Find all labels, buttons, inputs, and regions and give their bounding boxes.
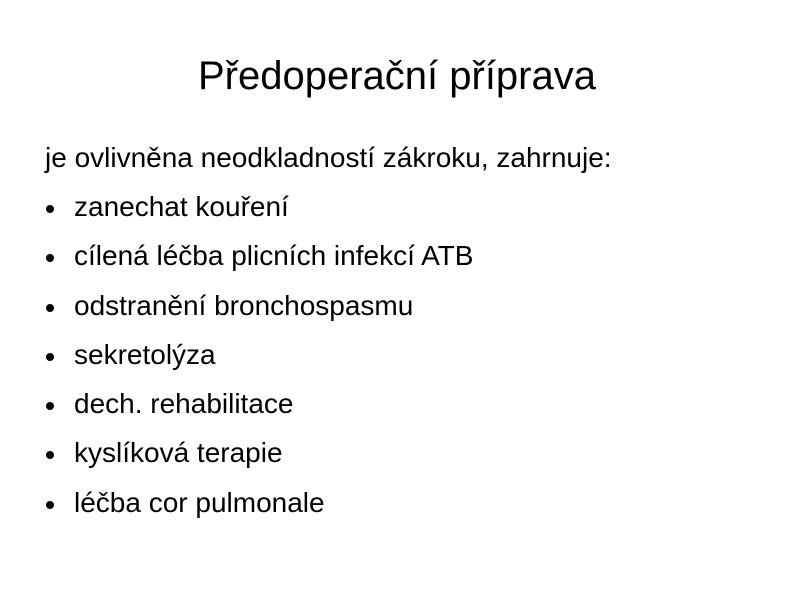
bullet-icon xyxy=(46,451,54,459)
list-item xyxy=(45,386,473,435)
list-item xyxy=(45,485,473,534)
list-item xyxy=(45,337,473,386)
bullet-icon xyxy=(46,205,54,213)
list-item-text: dech. rehabilitace xyxy=(74,388,294,420)
list-item-text: cílená léčba plicních infekcí ATB xyxy=(74,240,474,272)
bullet-icon xyxy=(46,304,54,312)
intro-text: je ovlivněna neodkladností zákroku, zahrnuje: xyxy=(45,142,612,173)
bullet-icon xyxy=(46,402,54,410)
list-item xyxy=(45,238,473,287)
list-item-text: zanechat kouření xyxy=(74,191,289,222)
slide-title: Předoperační příprava xyxy=(197,54,596,98)
list-item xyxy=(45,288,473,337)
bullet-list xyxy=(45,189,473,534)
list-item-text: kyslíková terapie xyxy=(74,437,283,469)
list-item xyxy=(45,435,473,484)
list-item-text: odstranění bronchospasmu xyxy=(74,289,414,321)
list-item-text: léčba cor pulmonale xyxy=(74,486,325,518)
bullet-icon xyxy=(46,254,54,262)
bullet-icon xyxy=(46,353,54,361)
bullet-icon xyxy=(46,501,54,509)
list-item xyxy=(45,189,473,238)
list-item-text: sekretolýza xyxy=(74,338,216,370)
